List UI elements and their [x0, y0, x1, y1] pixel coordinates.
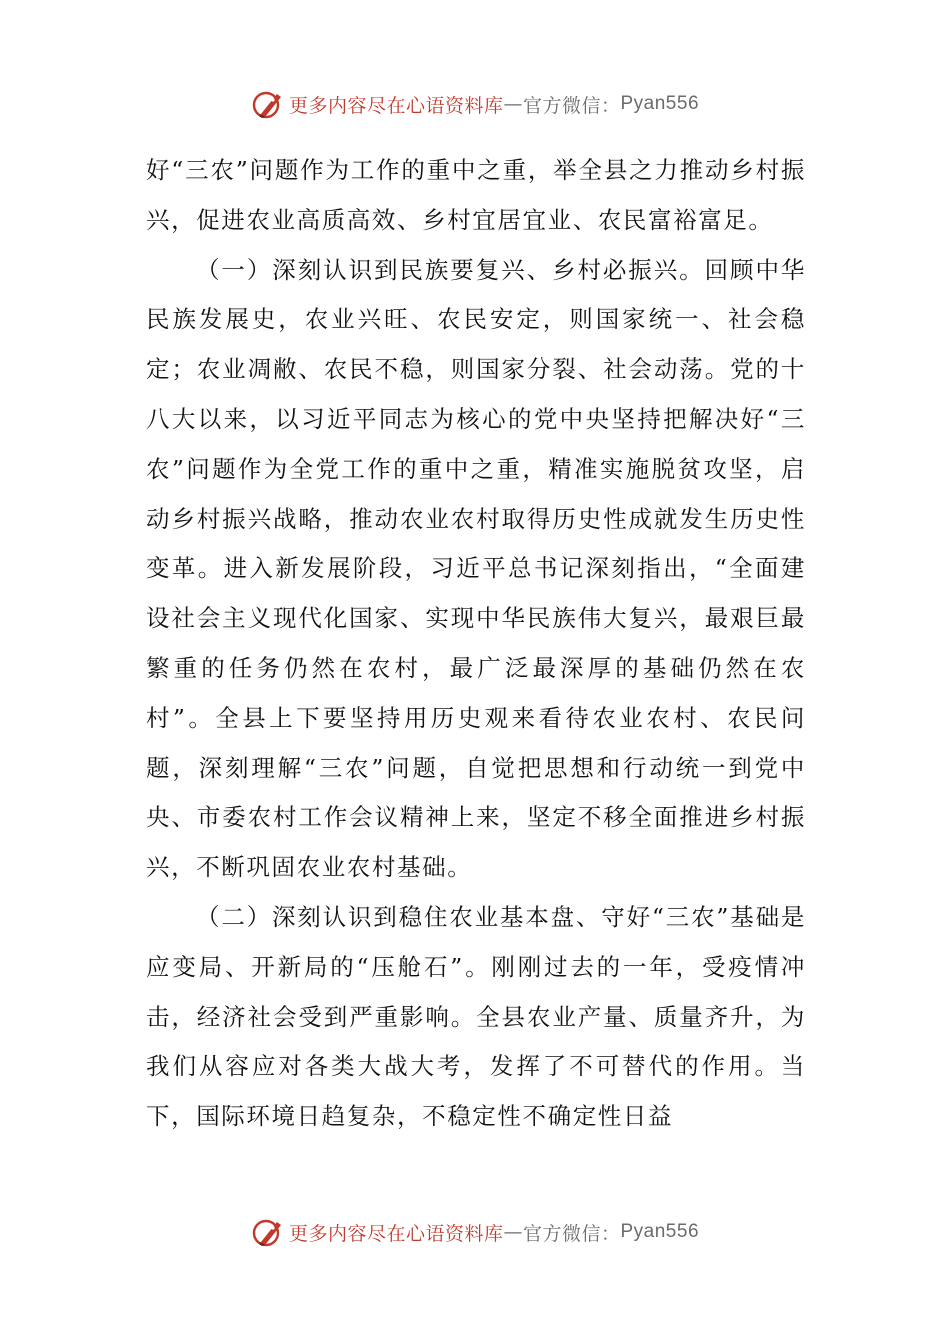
banner-wechat-id: Pyan556	[620, 93, 700, 114]
banner-site-name: 更多内容尽在心语资料库	[288, 1222, 504, 1245]
banner-wechat-id: Pyan556	[620, 1221, 700, 1242]
pen-nib-logo-icon	[251, 1215, 285, 1249]
banner-site-name: 更多内容尽在心语资料库	[288, 94, 504, 117]
header-banner	[0, 82, 950, 126]
document-body	[146, 146, 806, 1142]
paragraph-section-1: （一）深刻认识到民族要复兴、乡村必振兴。回顾中华民族发展史，农业兴旺、农民安定，则国家统一、社会稳定；农业凋敝、农民不稳，则国家分裂、社会动荡。党的十八大以来，以习近平同志为核心的党中央坚持把解决好“三农”问题作为全党工作的重中之重，精准实施脱贫攻坚，启动乡村振兴战略，推动农业农村取得历史性成就发生历史性变革。进入新发展阶段，习近平总书记深刻指出，“全面建设社会主义现代化国家、实现中华民族伟大复兴，最艰巨最繁重的任务仍然在农村，最广泛最深厚的基础仍然在农村”。全县上下要坚持用历史观来看待农业农村、农民问题，深刻理解“三农”问题，自觉把思想和行动统一到党中央、市委农村工作会议精神上来，坚定不移全面推进乡村振兴，不断巩固农业农村基础。	[146, 255, 806, 882]
paragraph-section-2: （二）深刻认识到稳住农业基本盘、守好“三农”基础是应变局、开新局的“压舱石”。刚刚过去的一年，受疫情冲击，经济社会受到严重影响。全县农业产量、质量齐升，为我们从容应对各类大战大考，发挥了不可替代的作用。当下，国际环境日趋复杂，不稳定性不确定性日益	[146, 902, 806, 1131]
banner-contact-label: 官方微信：	[522, 1222, 621, 1245]
banner-contact-label: 官方微信：	[522, 94, 621, 117]
banner-dash: —	[503, 1221, 523, 1243]
pen-nib-logo-icon	[251, 87, 285, 121]
banner-dash: —	[503, 93, 523, 115]
footer-banner	[0, 1210, 950, 1254]
paragraph-continuation: 好“三农”问题作为工作的重中之重，举全县之力推动乡村振兴，促进农业高质高效、乡村宜居宜业、农民富裕富足。	[146, 156, 806, 234]
